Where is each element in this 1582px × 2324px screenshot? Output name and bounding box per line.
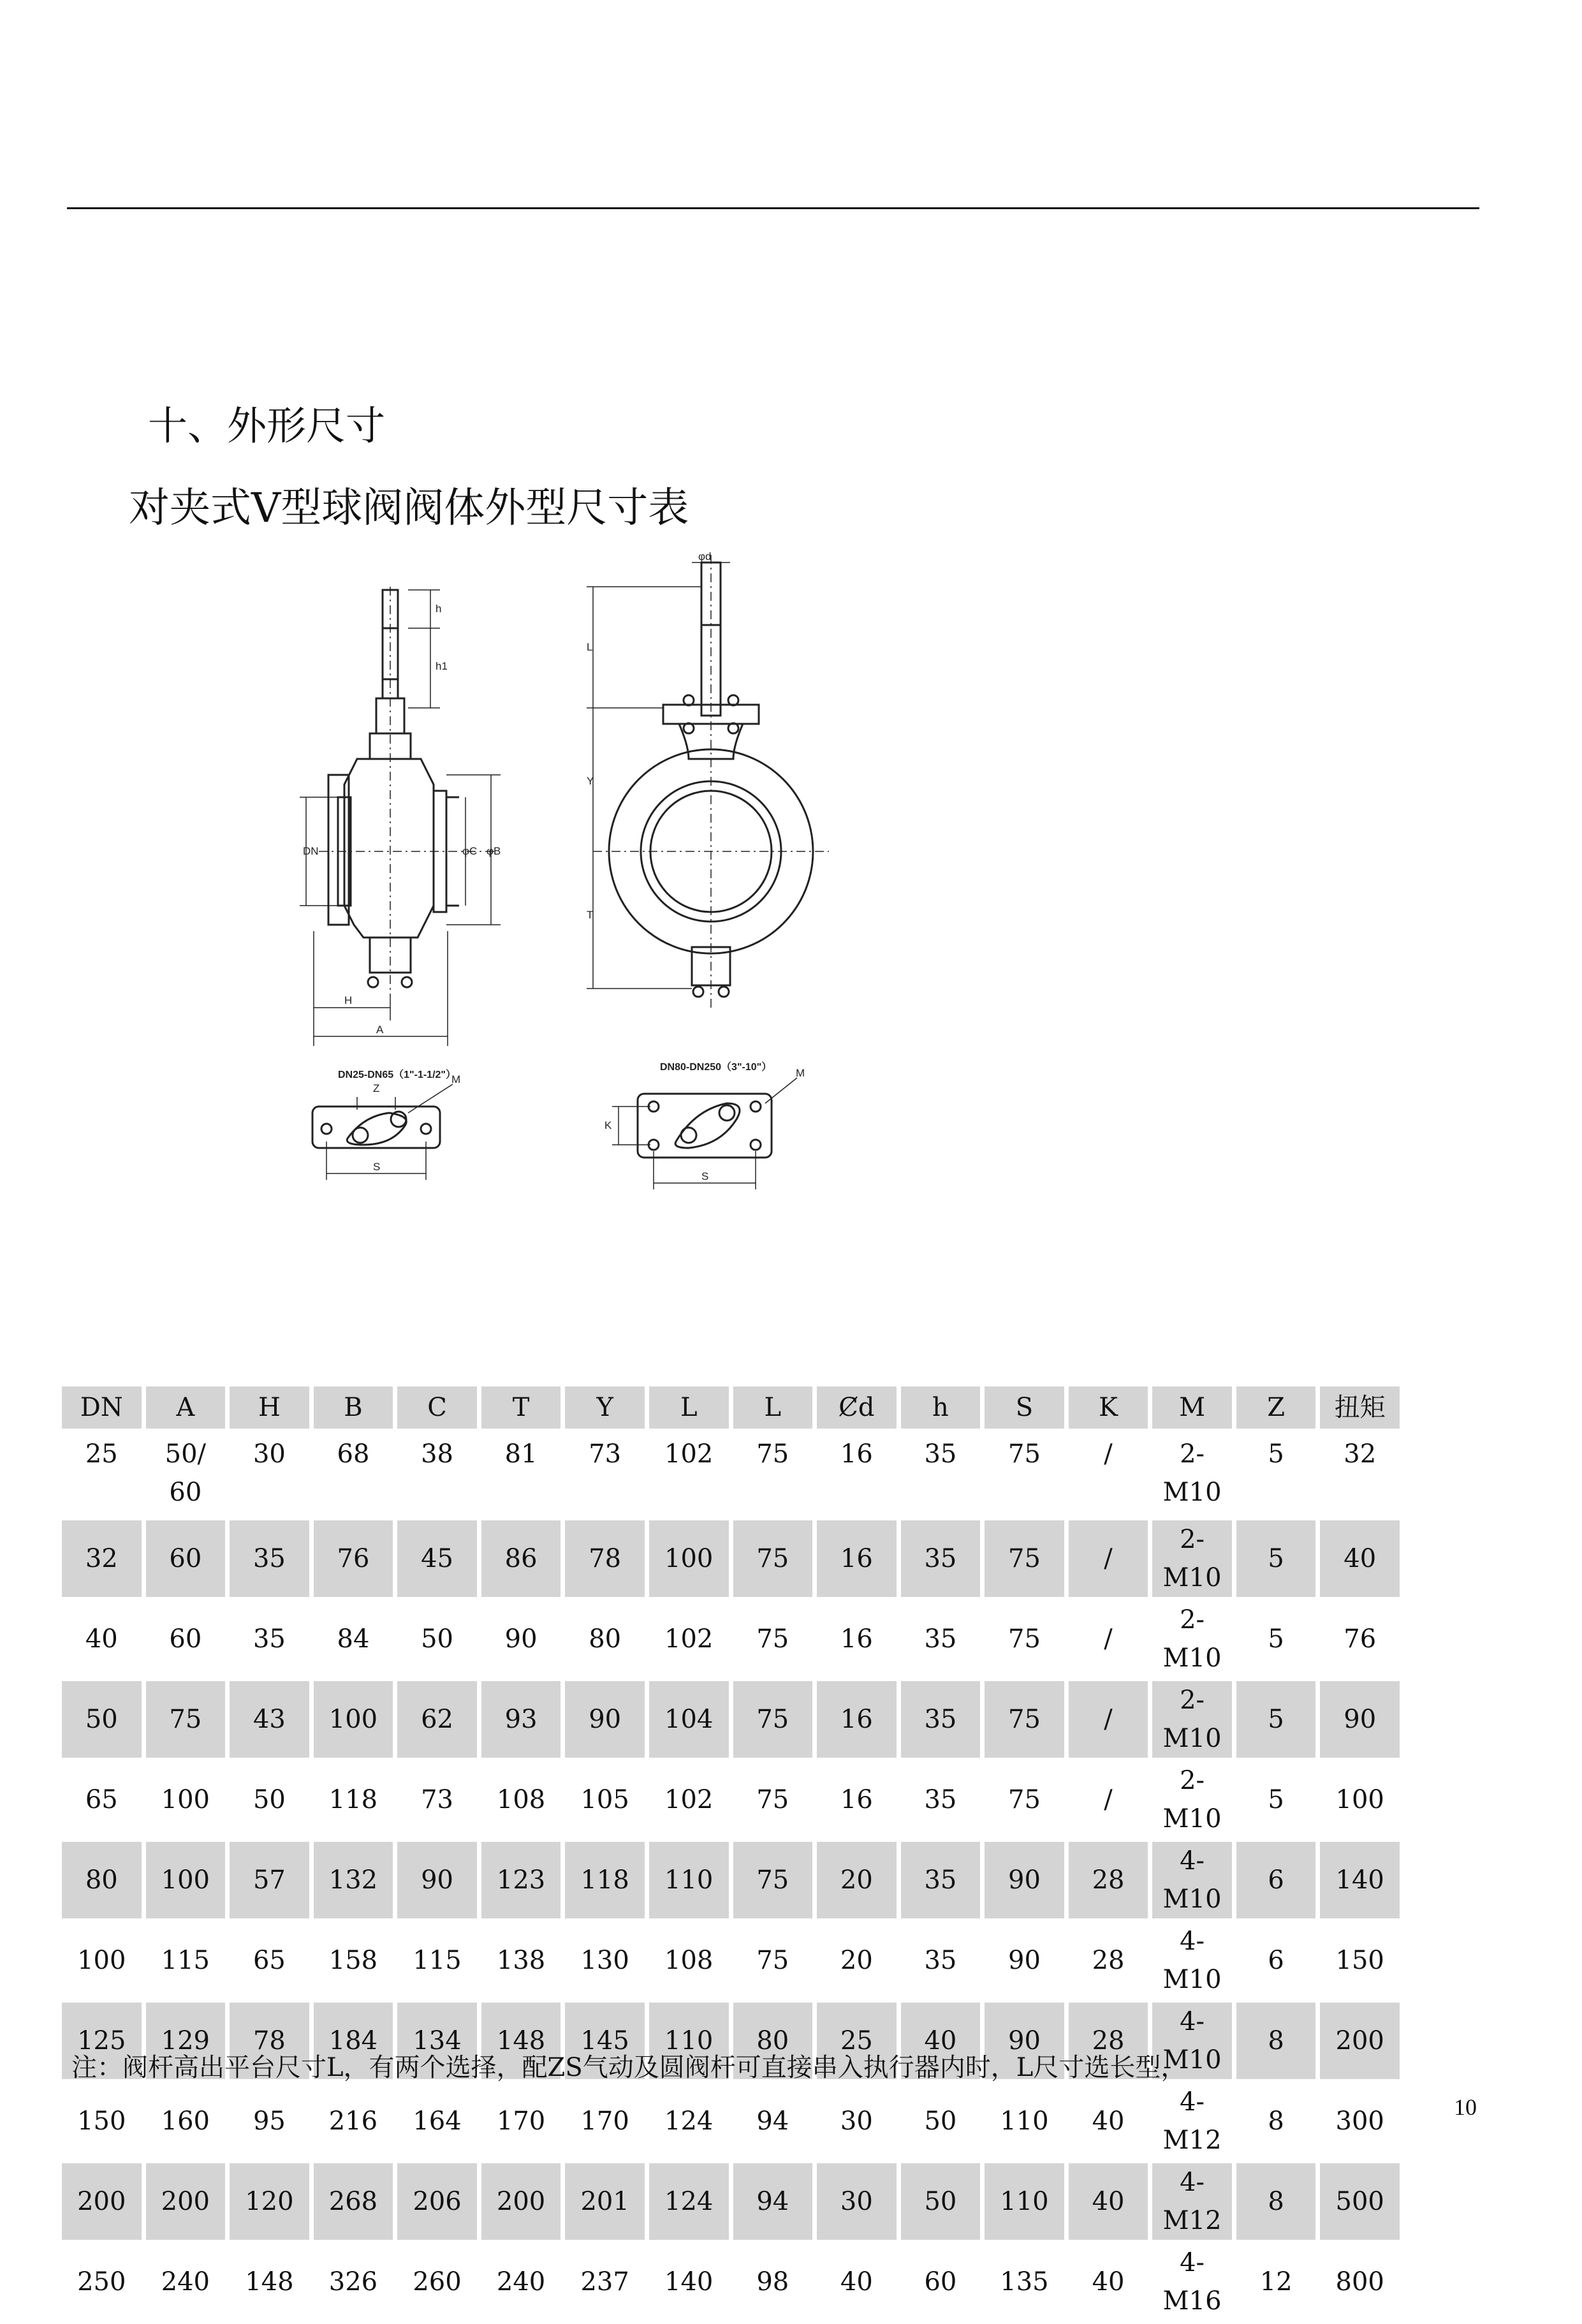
valve-dimension-drawing [281, 548, 854, 1225]
table-cell: 170 [496, 2107, 546, 2136]
table-cell: 200 [1320, 2003, 1400, 2079]
table-cell: 75 [1008, 1624, 1041, 1654]
table-cell: 65 [253, 1946, 286, 1975]
table-cell: 75 [756, 1785, 789, 1814]
table-cell: 150 [77, 2107, 126, 2136]
table-cell: 140 [1320, 1842, 1400, 1918]
table-cell: 108 [664, 1946, 714, 1975]
table-cell: 94 [756, 2107, 789, 2136]
table-cell: 216 [328, 2107, 378, 2136]
table-cell: 145 [565, 2003, 645, 2079]
table-cell: / [1069, 1681, 1148, 1758]
dim-label-h1: h1 [436, 660, 448, 672]
table-cell: 80 [62, 1842, 142, 1918]
dim-label-h-big: H [344, 994, 353, 1006]
table-cell: 158 [328, 1946, 378, 1975]
table-cell: / [1104, 1624, 1113, 1654]
table-cell: 50 [62, 1681, 142, 1758]
table-cell: 43 [230, 1681, 309, 1758]
table-cell: 6 [1236, 1842, 1316, 1918]
table-cell: 124 [664, 2107, 714, 2136]
table-header-cell: 扭矩 [1320, 1386, 1400, 1429]
table-cell: 90 [1320, 1681, 1400, 1758]
table-cell: 140 [664, 2267, 714, 2297]
table-cell: 86 [481, 1520, 561, 1597]
table-row [62, 1761, 1400, 1838]
dimension-table [57, 1383, 1404, 2324]
table-cell: 102 [664, 1624, 714, 1654]
table-cell: 160 [161, 2107, 210, 2136]
table-cell: 75 [733, 1520, 813, 1597]
table-cell: / [1104, 1439, 1113, 1469]
table-cell: 150 [1335, 1946, 1384, 1975]
table-cell: 90 [397, 1842, 477, 1918]
table-cell: 5 [1236, 1520, 1316, 1597]
table-cell: 25 [817, 2003, 897, 2079]
table-cell: 32 [1344, 1439, 1377, 1469]
table-header-cell: Y [565, 1386, 645, 1429]
table-cell: 4-M10 [1162, 1927, 1222, 1994]
table-cell: 57 [230, 1842, 309, 1918]
table-cell: 75 [1008, 1785, 1041, 1814]
table-cell: 200 [62, 2163, 142, 2240]
table-cell: 75 [733, 1681, 813, 1758]
table-cell: 40 [1092, 2107, 1125, 2136]
table-header-cell: M [1152, 1386, 1232, 1429]
table-cell: 300 [1335, 2107, 1384, 2136]
table-cell: 73 [589, 1439, 622, 1469]
table-cell: 8 [1236, 2003, 1316, 2079]
table-cell: 94 [733, 2163, 813, 2240]
section-title: 十、外形尺寸 [148, 402, 386, 449]
table-cell: 75 [1008, 1439, 1041, 1469]
table-cell: 240 [161, 2267, 210, 2297]
table-header-row [62, 1386, 1400, 1429]
table-header-cell: T [481, 1386, 561, 1429]
table-header-cell: K [1069, 1386, 1148, 1429]
small-mounting-plate [312, 1084, 453, 1180]
table-cell: 206 [397, 2163, 477, 2240]
table-cell: 2-M10 [1152, 1681, 1232, 1758]
table-cell: 16 [817, 1520, 897, 1597]
dim-label-m: M [451, 1073, 461, 1085]
table-cell: 2-M10 [1162, 1439, 1222, 1507]
table-header-cell: h [901, 1386, 981, 1429]
table-cell: 75 [756, 1946, 789, 1975]
table-row [62, 1520, 1400, 1597]
table-cell: 75 [985, 1681, 1064, 1758]
table-cell: 65 [85, 1785, 118, 1814]
table-cell: 123 [481, 1842, 561, 1918]
dim-label-a: A [376, 1024, 384, 1036]
table-cell: 5 [1236, 1681, 1316, 1758]
table-cell: 73 [421, 1785, 453, 1814]
dim-label-phib: φB [487, 845, 501, 857]
table-cell: 90 [565, 1681, 645, 1758]
table-cell: 129 [146, 2003, 226, 2079]
table-cell: 5 [1268, 1785, 1284, 1814]
table-cell: 110 [649, 2003, 729, 2079]
table-cell: 20 [840, 1946, 873, 1975]
table-cell: 35 [901, 1520, 981, 1597]
table-cell: 100 [77, 1946, 126, 1975]
table-cell: 78 [230, 2003, 309, 2079]
table-cell: 12 [1259, 2267, 1293, 2297]
table-cell: 237 [580, 2267, 629, 2297]
table-cell: 134 [397, 2003, 477, 2079]
table-cell: 95 [253, 2107, 286, 2136]
table-cell: 4-M10 [1152, 2003, 1232, 2079]
table-cell: 100 [1335, 1785, 1384, 1814]
table-cell: 32 [62, 1520, 142, 1597]
table-cell: 68 [337, 1439, 370, 1469]
dim-label-k: K [604, 1119, 612, 1131]
table-cell: 30 [817, 2163, 897, 2240]
table-cell: 102 [664, 1439, 714, 1469]
table-header-cell: L [733, 1386, 813, 1429]
table-row [62, 1681, 1400, 1758]
table-cell: 16 [840, 1785, 873, 1814]
table-cell: 28 [1069, 2003, 1148, 2079]
table-cell: 100 [146, 1842, 226, 1918]
table-cell: 105 [580, 1785, 629, 1814]
dim-label-phid: φd [698, 550, 712, 563]
table-cell: 90 [504, 1624, 538, 1654]
table-cell: 28 [1092, 1946, 1125, 1975]
table-header-cell: A [146, 1386, 226, 1429]
table-cell: 8 [1268, 2107, 1284, 2136]
table-row [62, 2163, 1400, 2240]
table-cell: 120 [230, 2163, 309, 2240]
table-cell: 124 [649, 2163, 729, 2240]
header-rule [67, 207, 1479, 209]
dim-label-y: Y [587, 775, 594, 787]
table-cell: 40 [901, 2003, 981, 2079]
table-cell: 45 [397, 1520, 477, 1597]
table-cell: 2-M10 [1152, 1520, 1232, 1597]
table-cell: 100 [649, 1520, 729, 1597]
table-cell: 40 [1069, 2163, 1148, 2240]
table-cell: 6 [1268, 1946, 1284, 1975]
table-cell: / [1104, 1785, 1113, 1814]
dim-label-dn: DN [303, 845, 319, 857]
table-cell: 78 [565, 1520, 645, 1597]
table-header-cell: Ȼd [817, 1386, 897, 1429]
dim-label-s: S [373, 1161, 381, 1173]
table-cell: 84 [337, 1624, 370, 1654]
page-number: 10 [1454, 2094, 1477, 2120]
table-cell: 16 [840, 1439, 873, 1469]
dim-label-phic: φC [462, 845, 478, 857]
table-cell: 4-M16 [1162, 2248, 1222, 2316]
table-cell: 130 [580, 1946, 629, 1975]
table-header-cell: H [230, 1386, 309, 1429]
table-cell: 60 [169, 1624, 202, 1654]
table-cell: 250 [77, 2267, 126, 2297]
table-cell: 60 [924, 2267, 957, 2297]
small-plate-caption: DN25-DN65（1"-1-1/2"） [338, 1070, 457, 1080]
table-cell: 90 [985, 2003, 1064, 2079]
table-cell: 100 [161, 1785, 210, 1814]
dim-label-l: L [587, 641, 593, 653]
dim-label-z: Z [373, 1082, 380, 1094]
table-title: 对夹式V型球阀阀体外型尺寸表 [129, 485, 689, 532]
table-row [62, 1922, 1400, 1999]
table-cell: 170 [580, 2107, 629, 2136]
table-cell: 16 [817, 1681, 897, 1758]
dim-label-t: T [587, 909, 594, 921]
table-cell: 326 [328, 2267, 378, 2297]
table-cell: 80 [589, 1624, 622, 1654]
table-cell: 25 [85, 1439, 118, 1469]
large-plate-caption: DN80-DN250（3"-10"） [660, 1062, 772, 1073]
table-cell: 50 [924, 2107, 957, 2136]
table-header-cell: Z [1236, 1386, 1316, 1429]
table-cell: 93 [481, 1681, 561, 1758]
table-cell: 2-M10 [1162, 1605, 1222, 1673]
table-cell: 132 [314, 1842, 393, 1918]
table-cell: 35 [901, 1842, 981, 1918]
table-cell: 35 [901, 1681, 981, 1758]
table-cell: 35 [924, 1785, 957, 1814]
table-cell: 201 [565, 2163, 645, 2240]
table-cell: 35 [230, 1520, 309, 1597]
table-header-cell: L [649, 1386, 729, 1429]
table-cell: 16 [840, 1624, 873, 1654]
table-cell: 76 [1344, 1624, 1377, 1654]
table-cell: 115 [413, 1946, 462, 1975]
table-cell: 148 [245, 2267, 294, 2297]
table-cell: 40 [1092, 2267, 1125, 2297]
table-cell: 4-M12 [1152, 2163, 1232, 2240]
table-cell: 90 [985, 1842, 1064, 1918]
table-cell: 184 [314, 2003, 393, 2079]
table-cell: 35 [924, 1946, 957, 1975]
dim-label-h: h [436, 603, 442, 615]
table-row [62, 1601, 1400, 1677]
table-cell: 108 [496, 1785, 546, 1814]
table-cell: 260 [413, 2267, 462, 2297]
table-cell: 800 [1335, 2267, 1384, 2297]
table-cell: 100 [314, 1681, 393, 1758]
table-cell: 75 [756, 1439, 789, 1469]
table-cell: 75 [756, 1624, 789, 1654]
side-view-drawing [300, 587, 501, 1046]
table-cell: 75 [146, 1681, 226, 1758]
table-cell: / [1069, 1520, 1148, 1597]
table-cell: 135 [1000, 2267, 1049, 2297]
table-header-cell: C [397, 1386, 477, 1429]
table-cell: 200 [146, 2163, 226, 2240]
table-cell: 35 [253, 1624, 286, 1654]
table-cell: 35 [924, 1624, 957, 1654]
table-header-cell: B [314, 1386, 393, 1429]
table-cell: 81 [504, 1439, 538, 1469]
table-cell: 30 [253, 1439, 286, 1469]
table-cell: 38 [421, 1439, 453, 1469]
table-cell: 240 [496, 2267, 546, 2297]
table-cell: 110 [1000, 2107, 1049, 2136]
table-cell: 40 [1320, 1520, 1400, 1597]
dim-label-s2: S [701, 1170, 709, 1182]
table-cell: 104 [649, 1681, 729, 1758]
table-cell: 60 [146, 1520, 226, 1597]
table-cell: 98 [756, 2267, 789, 2297]
table-cell: 75 [985, 1520, 1064, 1597]
table-cell: 110 [649, 1842, 729, 1918]
table-cell: 5 [1268, 1624, 1284, 1654]
table-cell: 50 [901, 2163, 981, 2240]
table-cell: 28 [1069, 1842, 1148, 1918]
table-cell: 268 [314, 2163, 393, 2240]
table-cell: 110 [985, 2163, 1064, 2240]
table-cell: 4-M12 [1162, 2087, 1222, 2155]
table-cell: 80 [733, 2003, 813, 2079]
table-cell: 125 [62, 2003, 142, 2079]
table-cell: 20 [817, 1842, 897, 1918]
table-cell: 118 [328, 1785, 378, 1814]
table-cell: 40 [85, 1624, 118, 1654]
table-cell: 200 [481, 2163, 561, 2240]
table-cell: 35 [924, 1439, 957, 1469]
table-cell: 5 [1268, 1439, 1284, 1469]
table-note: 注：阀杆高出平台尺寸L，有两个选择，配ZS气动及圆阀杆可直接串入执行器内时，L尺寸选长型， [71, 2053, 1187, 2082]
table-cell: 76 [314, 1520, 393, 1597]
table-row [62, 2083, 1400, 2159]
table-cell: 90 [1008, 1946, 1041, 1975]
table-cell: 2-M10 [1162, 1766, 1222, 1834]
front-view-drawing [587, 555, 829, 1008]
table-cell: 500 [1320, 2163, 1400, 2240]
table-header-cell: S [985, 1386, 1064, 1429]
table-row [62, 1432, 1400, 1517]
table-cell: 148 [481, 2003, 561, 2079]
table-cell: 75 [733, 1842, 813, 1918]
table-cell: 115 [161, 1946, 210, 1975]
table-cell: 8 [1236, 2163, 1316, 2240]
table-cell: 164 [413, 2107, 462, 2136]
table-cell: 118 [565, 1842, 645, 1918]
table-row [62, 2244, 1400, 2320]
table-cell: 50 [421, 1624, 453, 1654]
table-header-cell: DN [62, 1386, 142, 1429]
table-cell: 102 [664, 1785, 714, 1814]
table-cell: 50 [253, 1785, 286, 1814]
table-cell: 62 [397, 1681, 477, 1758]
table-cell: 50/ 60 [165, 1439, 207, 1507]
dim-label-m2: M [796, 1067, 805, 1079]
table-cell: 40 [840, 2267, 873, 2297]
table-cell: 4-M10 [1152, 1842, 1232, 1918]
table-cell: 30 [840, 2107, 873, 2136]
table-row [62, 1842, 1400, 1918]
table-cell: 138 [496, 1946, 546, 1975]
